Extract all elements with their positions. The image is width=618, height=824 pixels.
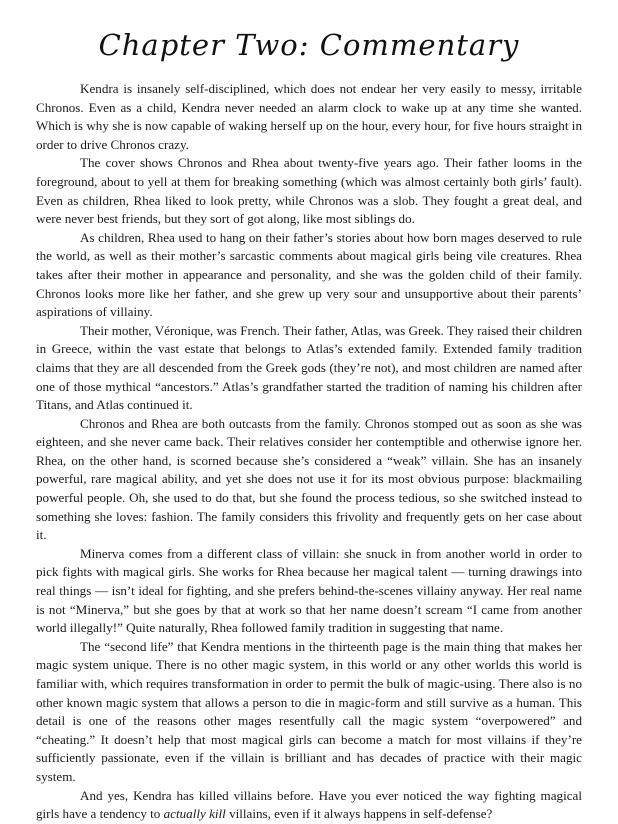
paragraph: Chronos and Rhea are both outcasts from the family. Chronos stomped out as soon as she was eighteen, and she never came back. Their relatives consider her contemptible and otherwise ignore her. Rhea, on the other hand, is scorned because she’s considered a “weak” villain. She has an insanely powerful, rare magical ability, and yet she does not use it for its most obvious purpose: blackmailing powerful people. Oh, she used to do that, but she found the process tedious, so she switched instead to something she loves: fashion. The family considers this frivolity and frequently gets on her case about it. [36,415,582,543]
emphasis-text: actually kill [163,806,226,822]
chapter-title: Chapter Two: Commentary [98,28,520,62]
paragraph: The “second life” that Kendra mentions in the thirteenth page is the main thing that makes her magic system unique. There is no other magic system, in this world or any other worlds this world is familiar with, which requires transformation in order to permit the bulk of magic-using. There also is no other known magic system that allows a person to die in magic-form and still survive as a human. This detail is one of the reasons other mages resentfully call the magic system “overpowered” and “cheating.” It doesn’t help that most magical girls can become a match for most villains if they’re sufficiently passionate, even if the villain is brilliant and has decades of practice with their magic system. [36,638,582,784]
paragraph: The cover shows Chronos and Rhea about twenty-five years ago. Their father looms in the foreground, about to yell at them for breaking something (which was almost certainly both girls’ fault). Even as children, Rhea liked to look pretty, while Chronos was a slob. They fought a great deal, and were never best friends, but they sort of got along, like most siblings do. [36,155,582,227]
paragraph-last [36,787,582,824]
commentary-body [36,80,582,824]
paragraph-text: And yes, Kendra has killed villains before. Have you ever noticed the way fighting magical girls have a tendency to [36,787,582,822]
paragraph: Minerva comes from a different class of villain: she snuck in from another world in order to pick fights with magical girls. She works for Rhea because her magical talent — turning drawings into real things — isn’t ideal for fighting, and she prefers behind-the-scenes villainy anyway. Her real name is not “Minerva,” but she goes by that at work so that her name doesn’t scream “I came from another world illegally!” Quite naturally, Rhea followed family tradition in suggesting that name. [36,545,582,636]
paragraph: As children, Rhea used to hang on their father’s stories about how born mages deserved to rule the world, as well as their mother’s sarcastic comments about magical girls being vile creatures. Rhea takes after their mother in appearance and personality, and she was the golden child of their family. Chronos looks more like her father, and she grew up very sour and unsupportive about their parents’ aspirations of villainy. [36,229,582,320]
paragraph-text: villains, even if it always happens in self-defense? [225,806,493,822]
paragraph: Kendra is insanely self-disciplined, which does not endear her very easily to messy, irritable Chronos. Even as a child, Kendra never needed an alarm clock to wake up at any time she wanted. Which is why she is now capable of waking herself up on the hour, every hour, for five hours straight in order to drive Chronos crazy. [36,81,582,152]
paragraph: Their mother, Véronique, was French. Their father, Atlas, was Greek. They raised their children in Greece, within the vast estate that belongs to Atlas’s extended family. Extended family tradition claims that they are all descended from the Greek gods (they’re not), and most children are named after one of those mythical “ancestors.” Atlas’s grandfather started the tradition of naming his children after Titans, and Atlas continued it. [36,322,582,413]
